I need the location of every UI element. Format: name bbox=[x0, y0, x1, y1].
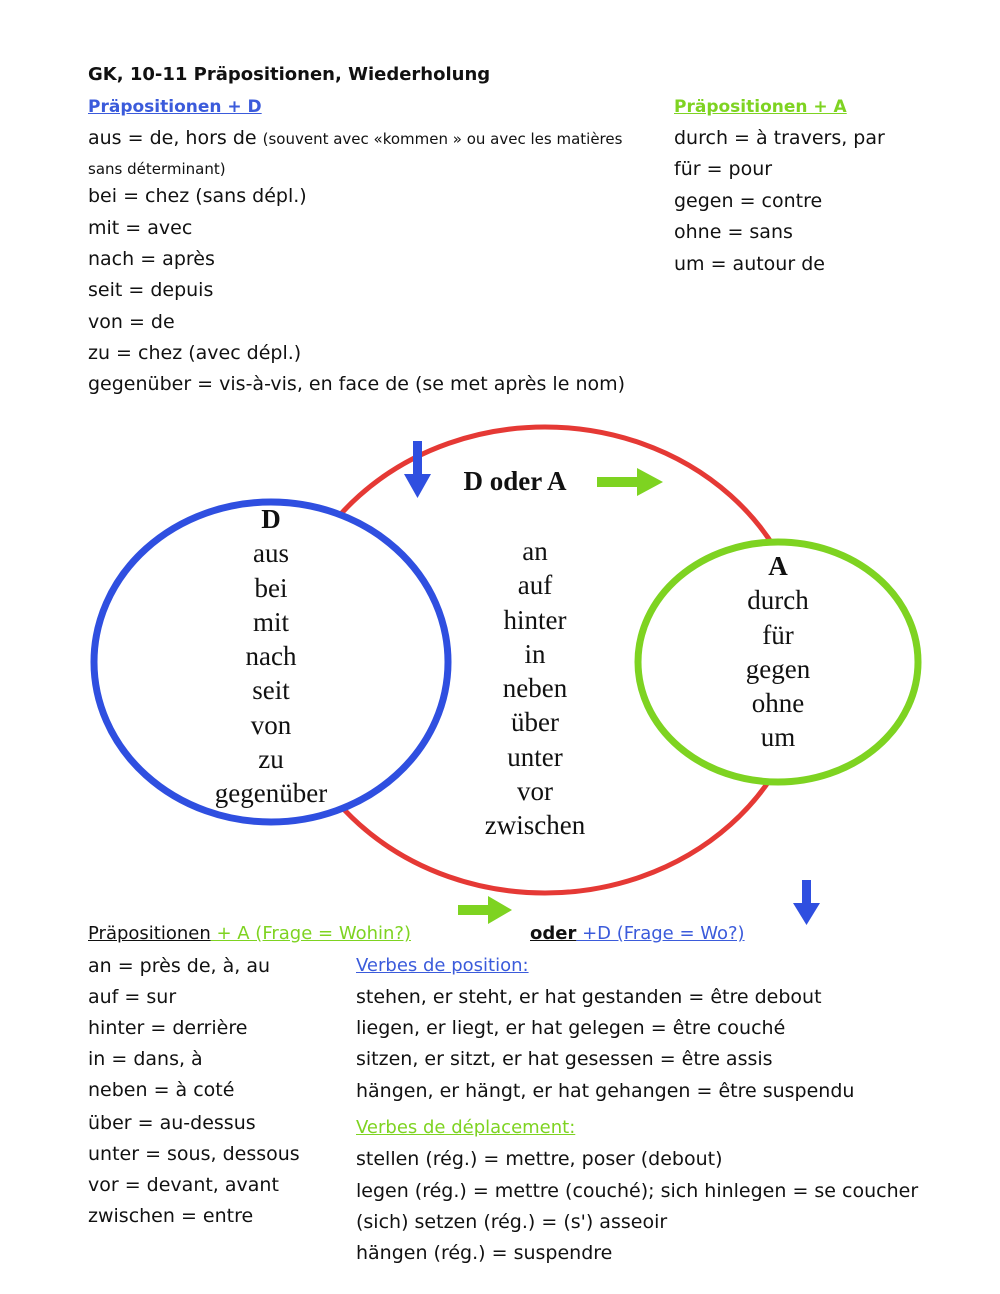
wechsel-translation: zwischen = entre bbox=[88, 1205, 254, 1227]
movement-verb: legen (rég.) = mettre (couché); sich hinlegen = se coucher bbox=[356, 1180, 919, 1202]
akkusativ-item: um = autour de bbox=[674, 253, 825, 275]
dativ-circle-item: zu bbox=[258, 744, 284, 775]
wechsel-translation: in = dans, à bbox=[88, 1048, 203, 1070]
dativ-item: von = de bbox=[88, 311, 175, 333]
wechsel-translation: über = au-dessus bbox=[88, 1112, 256, 1134]
wechsel-translation: unter = sous, dessous bbox=[88, 1143, 300, 1165]
wechsel-item: hinter bbox=[503, 604, 567, 635]
wechsel-item: unter bbox=[507, 741, 563, 772]
akkusativ-circle-item: durch bbox=[747, 585, 809, 616]
dativ-item-note: sans déterminant) bbox=[88, 160, 226, 178]
akkusativ-circle-item: ohne bbox=[751, 688, 805, 719]
wechsel-heading: Präpositionen + A (Frage = Wohin?) bbox=[88, 923, 411, 944]
dativ-item: aus = de, hors de (souvent avec «kommen » ou avec les matières bbox=[88, 127, 623, 149]
akkusativ-item: gegen = contre bbox=[674, 190, 823, 212]
wechsel-translation: neben = à coté bbox=[88, 1079, 235, 1101]
dativ-item: zu = chez (avec dépl.) bbox=[88, 342, 302, 364]
akkusativ-circle-item: gegen bbox=[745, 653, 811, 684]
movement-verb: stellen (rég.) = mettre, poser (debout) bbox=[356, 1148, 723, 1170]
akkusativ-circle-item: um bbox=[760, 722, 796, 753]
position-verb: hängen, er hängt, er hat gehangen = être suspendu bbox=[356, 1080, 855, 1102]
dativ-circle-item: nach bbox=[245, 641, 297, 672]
dativ-item: nach = après bbox=[88, 248, 215, 270]
movement-verb: hängen (rég.) = suspendre bbox=[356, 1242, 613, 1264]
dativ-item: seit = depuis bbox=[88, 279, 214, 301]
akkusativ-circle-item: für bbox=[762, 619, 794, 650]
akkusativ-item: ohne = sans bbox=[674, 221, 793, 243]
wechsel-item: in bbox=[524, 638, 546, 669]
akkusativ-circle-title: A bbox=[768, 551, 788, 581]
arrow-down-icon bbox=[793, 880, 820, 925]
wechsel-translation: an = près de, à, au bbox=[88, 955, 271, 977]
dativ-heading: Präpositionen + D bbox=[88, 97, 262, 117]
arrow-right-icon bbox=[458, 896, 512, 924]
wechsel-translation: hinter = derrière bbox=[88, 1017, 248, 1039]
akkusativ-heading: Präpositionen + A bbox=[674, 97, 847, 117]
wechsel-list bbox=[455, 534, 615, 843]
dativ-circle-item: gegenüber bbox=[214, 778, 328, 809]
akkusativ-item: für = pour bbox=[674, 158, 773, 180]
movement-heading: Verbes de déplacement: bbox=[356, 1117, 576, 1138]
akkusativ-circle-list bbox=[698, 549, 858, 755]
position-heading: Verbes de position: bbox=[356, 955, 529, 976]
dativ-circle-title: D bbox=[261, 504, 281, 534]
wechsel-item: an bbox=[522, 536, 548, 566]
wechsel-title: D oder A bbox=[463, 466, 567, 496]
akkusativ-item: durch = à travers, par bbox=[674, 127, 885, 149]
dativ-circle-item: mit bbox=[252, 606, 289, 637]
wechsel-item: vor bbox=[517, 776, 553, 807]
wechsel-heading-dativ: oder +D (Frage = Wo?) bbox=[530, 923, 745, 944]
wechsel-item: über bbox=[511, 707, 559, 738]
dativ-circle-item: seit bbox=[252, 675, 290, 706]
wechsel-item: neben bbox=[502, 673, 568, 704]
wechsel-item: auf bbox=[517, 570, 553, 601]
position-verb: sitzen, er sitzt, er hat gesessen = être assis bbox=[356, 1048, 773, 1070]
dativ-circle-item: aus bbox=[253, 538, 289, 569]
position-verb: stehen, er steht, er hat gestanden = être debout bbox=[356, 986, 822, 1008]
dativ-circle-list bbox=[171, 502, 371, 811]
dativ-item: bei = chez (sans dépl.) bbox=[88, 185, 307, 207]
dativ-circle-item: bei bbox=[254, 572, 288, 603]
dativ-circle-item: von bbox=[250, 709, 292, 740]
dativ-item: gegenüber = vis-à-vis, en face de (se met après le nom) bbox=[88, 373, 626, 395]
wechsel-translation: auf = sur bbox=[88, 986, 177, 1008]
page-title: GK, 10-11 Präpositionen, Wiederholung bbox=[88, 64, 491, 85]
wechsel-item: zwischen bbox=[484, 810, 586, 841]
position-verb: liegen, er liegt, er hat gelegen = être couché bbox=[356, 1017, 786, 1039]
movement-verb: (sich) setzen (rég.) = (s') asseoir bbox=[356, 1211, 668, 1233]
dativ-item: mit = avec bbox=[88, 217, 193, 239]
wechsel-translation: vor = devant, avant bbox=[88, 1174, 279, 1196]
arrow-right-icon bbox=[597, 468, 663, 496]
